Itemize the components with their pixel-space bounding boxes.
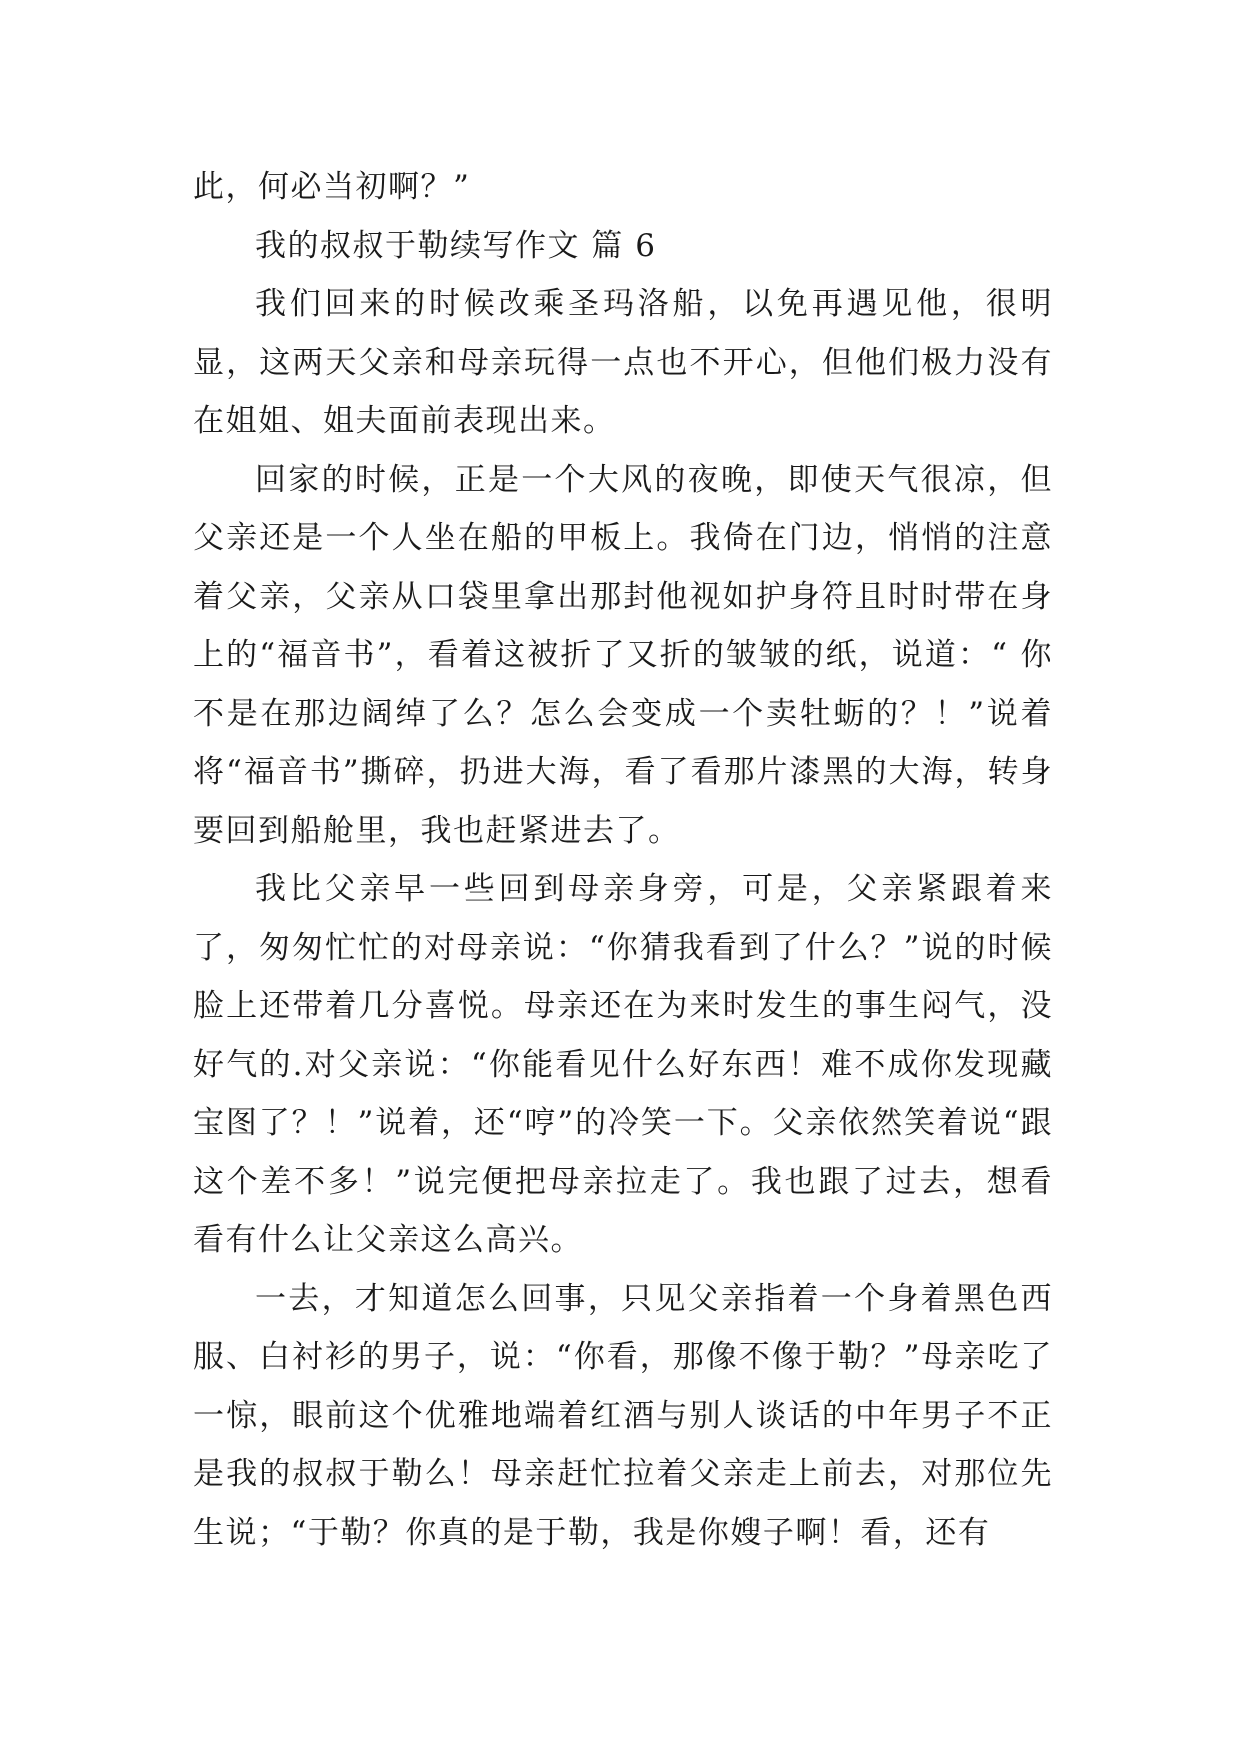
paragraph-continuation: 此，何必当初啊？” bbox=[193, 169, 471, 205]
paragraph: 我比父亲早一些回到母亲身旁，可是，父亲紧跟着来了，匆匆忙忙的对母亲说：“你猜我看到了什么？”说的时候脸上还带着几分喜悦。母亲还在为来时发生的事生闷气，没好气的.对父亲说：“你能看见什么好东西！难不成你发现藏宝图了？！”说着，还“哼”的冷笑一下。父亲依然笑着说“跟这个差不多！”说完便把母亲拉走了。我也跟了过去，想看看有什么让父亲这么高兴。 bbox=[193, 871, 1053, 1258]
section-heading: 我的叔叔于勒续写作文 篇 6 bbox=[255, 227, 657, 264]
document-body bbox=[193, 158, 1053, 1562]
paragraph: 一去，才知道怎么回事，只见父亲指着一个身着黑色西服、白衬衫的男子，说：“你看，那像不像于勒？”母亲吃了一惊，眼前这个优雅地端着红酒与别人谈话的中年男子不正是我的叔叔于勒么！母亲赶忙拉着父亲走上前去，对那位先生说；“于勒？你真的是于勒，我是你嫂子啊！看，还有 bbox=[193, 1280, 1053, 1551]
paragraph: 回家的时候，正是一个大风的夜晚，即使天气很凉，但父亲还是一个人坐在船的甲板上。我倚在门边，悄悄的注意着父亲，父亲从口袋里拿出那封他视如护身符且时时带在身上的“福音书”，看着这被折了又折的皱皱的纸，说道：“ 你不是在那边阔绰了么？怎么会变成一个卖牡蛎的？！”说着将“福音书”撕碎，扔进大海，看了看那片漆黑的大海，转身要回到船舱里，我也赶紧进去了。 bbox=[193, 461, 1053, 849]
paragraph: 我们回来的时候改乘圣玛洛船，以免再遇见他，很明显，这两天父亲和母亲玩得一点也不开心，但他们极力没有在姐姐、姐夫面前表现出来。 bbox=[193, 286, 1053, 439]
